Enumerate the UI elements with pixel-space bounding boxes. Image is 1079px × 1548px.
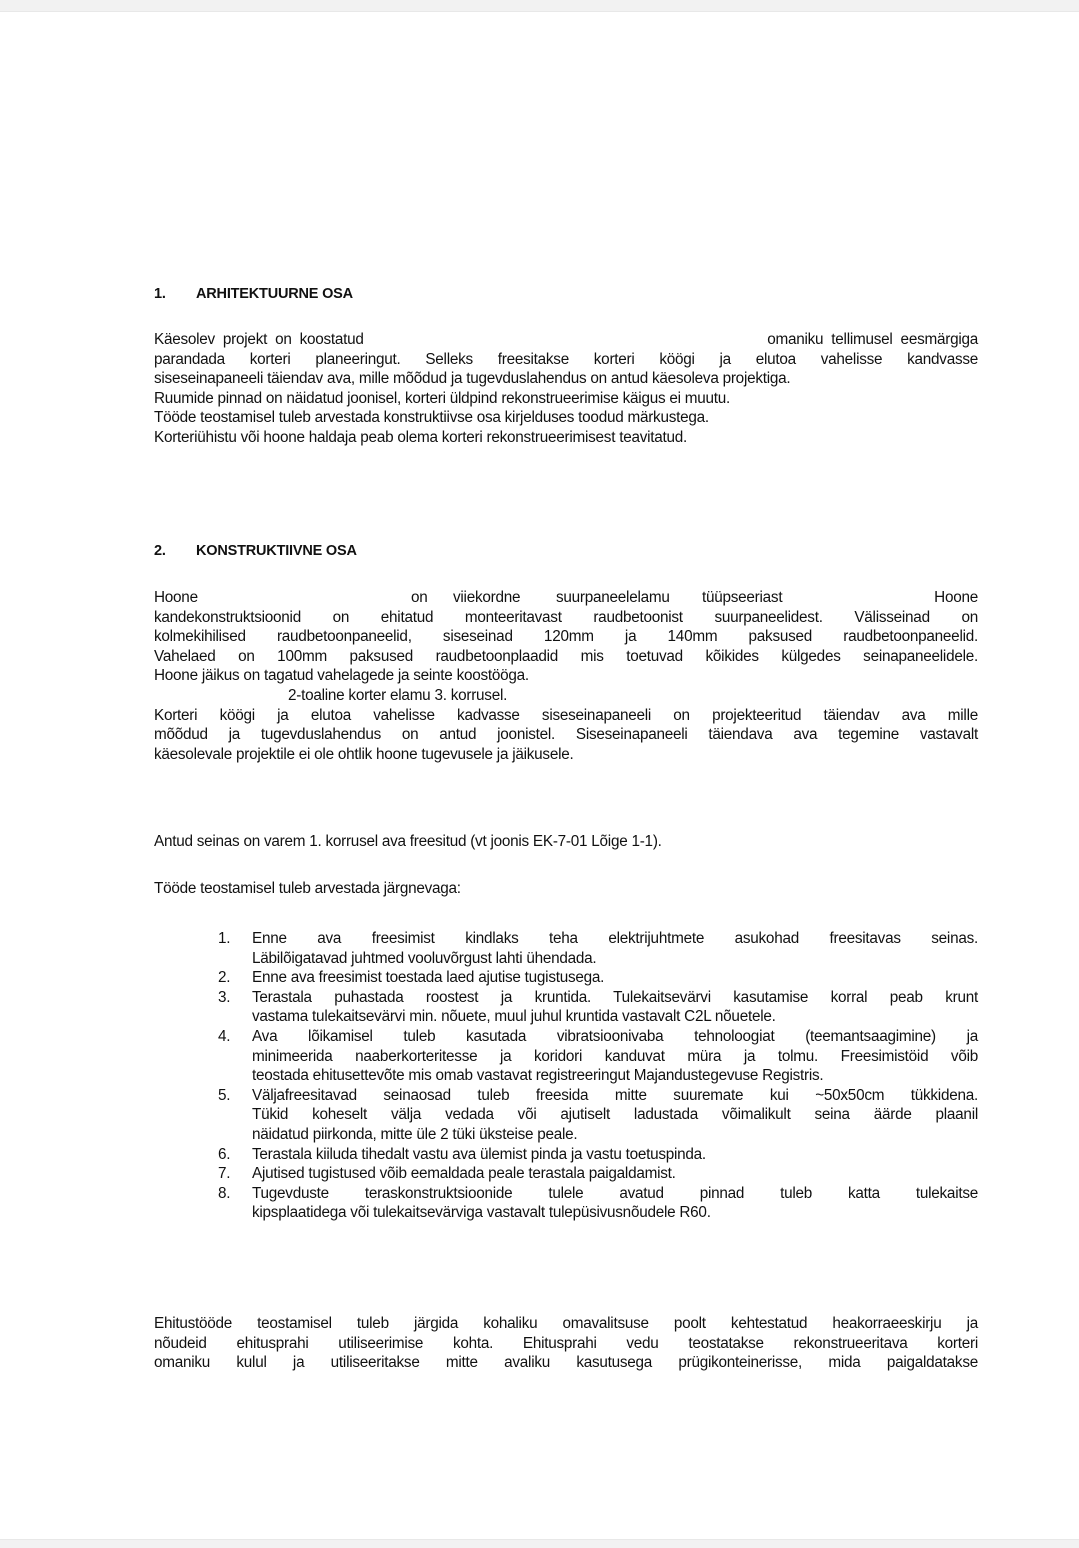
list-text-line: Tugevduste teraskonstruktsioonide tulele avatud pinnad tuleb katta tulekaitse	[252, 1184, 978, 1202]
section-heading-structural	[154, 543, 357, 559]
list-text-line: Tükid koheselt välja vedada või ajutiselt ladustada võimalikult seina äärde plaanil	[252, 1106, 978, 1124]
text-line: Ehitustööde teostamisel tuleb järgida kohaliku omavalitsuse poolt kehtestatud heakorraeeskirju ja	[154, 1315, 978, 1332]
list-number: 7.	[218, 1165, 231, 1183]
text-line: Tööde teostamisel tuleb arvestada konstruktiivse osa kirjelduses toodud märkustega.	[154, 409, 709, 427]
text-line: Tööde teostamisel tuleb arvestada järgnevaga:	[154, 880, 461, 897]
text-fragment: omaniku tellimusel eesmärgiga	[767, 331, 978, 348]
text-line: 2-toaline korter elamu 3. korrusel.	[288, 686, 508, 704]
list-number: 1.	[218, 930, 231, 947]
list-text-line: Terastala puhastada roostest ja kruntida. Tulekaitsevärvi kasutamise korral peab krunt	[252, 988, 978, 1006]
list-number: 4.	[218, 1027, 231, 1045]
text-fragment: viiekordne	[453, 589, 521, 606]
text-line: kandekonstruktsioonid on ehitatud monteeritavast raudbetoonist suurpaneelidest. Välisseinad on	[154, 608, 978, 626]
list-text-line: näidatud piirkonda, mitte üle 2 tüki üksteise peale.	[252, 1125, 578, 1143]
section2-paragraph-2	[154, 832, 978, 852]
list-text-line: vastama tulekaitsevärvi min. nõuete, muul juhul kruntida vastavalt C2L nõuetele.	[252, 1008, 776, 1026]
list-text-line: teostada ehitusettevõte mis omab vastavat registreeringut Majandustegevuse Registris.	[252, 1067, 824, 1085]
text-line: kolmekihilised raudbetoonpaneelid, siseseinad 120mm ja 140mm paksused raudbetoonpaneelid.	[154, 628, 978, 646]
text-line	[154, 588, 978, 608]
text-line: Korteri köögi ja elutoa vahelisse kadvasse siseseinapaneeli on projekteeritud täiendav ava mille	[154, 706, 978, 724]
section-title: ARHITEKTUURNE OSA	[196, 286, 353, 302]
section-number: 1.	[154, 286, 166, 302]
text-line: mõõdud ja tugevduslahendus on antud joonistel. Siseseinapaneeli täiendava ava tegemine vastavalt	[154, 726, 978, 744]
page-gap-top	[0, 0, 1079, 12]
text-line: Ruumide pinnad on näidatud joonisel, korteri üldpind rekonstrueerimise käigus ei muutu.	[154, 389, 731, 407]
numbered-list	[218, 929, 978, 1223]
text-line: käesolevale projektile ei ole ohtlik hoone tugevusele ja jäikusele.	[154, 745, 574, 763]
list-item	[218, 929, 978, 968]
list-text-line: minimeerida naaberkorteritesse ja koridori kanduvat müra ja tolmu. Freesimistöid võib	[252, 1047, 978, 1065]
section-heading-architectural	[154, 286, 353, 302]
list-item	[218, 968, 978, 988]
list-number: 6.	[218, 1145, 231, 1163]
list-item	[218, 1027, 978, 1086]
list-text-line: Ava lõikamisel tuleb kasutada vibratsioonivaba tehnoloogiat (teemantsaagimine) ja	[252, 1027, 978, 1045]
section-title: KONSTRUKTIIVNE OSA	[196, 543, 357, 559]
section2-paragraph-3	[154, 879, 978, 899]
section-number: 2.	[154, 543, 166, 559]
list-text-line: Väljafreesitavad seinaosad tuleb freesida mitte suuremate kui ~50x50cm tükkidena.	[252, 1086, 978, 1104]
list-text-line: Enne ava freesimist toestada laed ajutise tugistusega.	[252, 969, 605, 987]
text-fragment: tüüpseeriast	[702, 589, 783, 606]
text-fragment: on	[411, 589, 428, 606]
list-item	[218, 988, 978, 1027]
text-line: omaniku kulul ja utiliseeritakse mitte avaliku kasutusega prügikonteinerisse, mida paigaldatakse	[154, 1354, 978, 1372]
list-number: 8.	[218, 1184, 231, 1202]
text-line: parandada korteri planeeringut. Selleks freesitakse korteri köögi ja elutoa vahelisse kandvasse	[154, 350, 978, 368]
list-number: 5.	[218, 1086, 231, 1104]
text-line: Antud seinas on varem 1. korrusel ava freesitud (vt joonis EK-7-01 Lõige 1-1).	[154, 833, 662, 850]
text-fragment: suurpaneelelamu	[556, 589, 670, 606]
list-item	[218, 1184, 978, 1223]
text-line: Vahelaed on 100mm paksused raudbetoonplaadid mis toetuvad kõikides külgedes seinapaneelidele.	[154, 647, 978, 665]
list-number: 2.	[218, 969, 231, 987]
text-line: Hoone jäikus on tagatud vahelagede ja seinte koostööga.	[154, 667, 529, 685]
section1-paragraph	[154, 330, 978, 448]
list-text-line: Enne ava freesimist kindlaks teha elektrijuhtmete asukohad freesitavas seinas.	[252, 930, 978, 947]
list-text-line: Terastala kiiluda tihedalt vastu ava ülemist pinda ja vastu toetuspinda.	[252, 1145, 706, 1163]
list-text-line: kipsplaatidega või tulekaitsevärviga vastavalt tulepüsivusnõudele R60.	[252, 1204, 711, 1222]
list-item	[218, 1164, 978, 1184]
text-fragment: Hoone	[934, 589, 978, 606]
section2-paragraph-1	[154, 588, 978, 764]
list-text-line: Ajutised tugistused võib eemaldada peale terastala paigaldamist.	[252, 1165, 676, 1183]
text-line	[154, 330, 978, 350]
list-item	[218, 1145, 978, 1165]
text-line: siseseinapaneeli täiendav ava, mille mõõdud ja tugevduslahendus on antud käesoleva projektiga.	[154, 370, 791, 388]
list-number: 3.	[218, 988, 231, 1006]
list-item	[218, 1086, 978, 1145]
section2-paragraph-4	[154, 1314, 978, 1373]
text-line: Korteriühistu või hoone haldaja peab olema korteri rekonstrueerimisest teavitatud.	[154, 428, 688, 446]
text-fragment: Käesolev projekt on koostatud	[154, 331, 364, 348]
list-text-line: Läbilõigatavad juhtmed vooluvõrgust lahti ühendada.	[252, 949, 597, 967]
text-fragment: Hoone	[154, 589, 198, 606]
text-line: nõudeid ehitusprahi utiliseerimise kohta. Ehitusprahi vedu teostatakse rekonstrueeritava korteri	[154, 1334, 978, 1352]
